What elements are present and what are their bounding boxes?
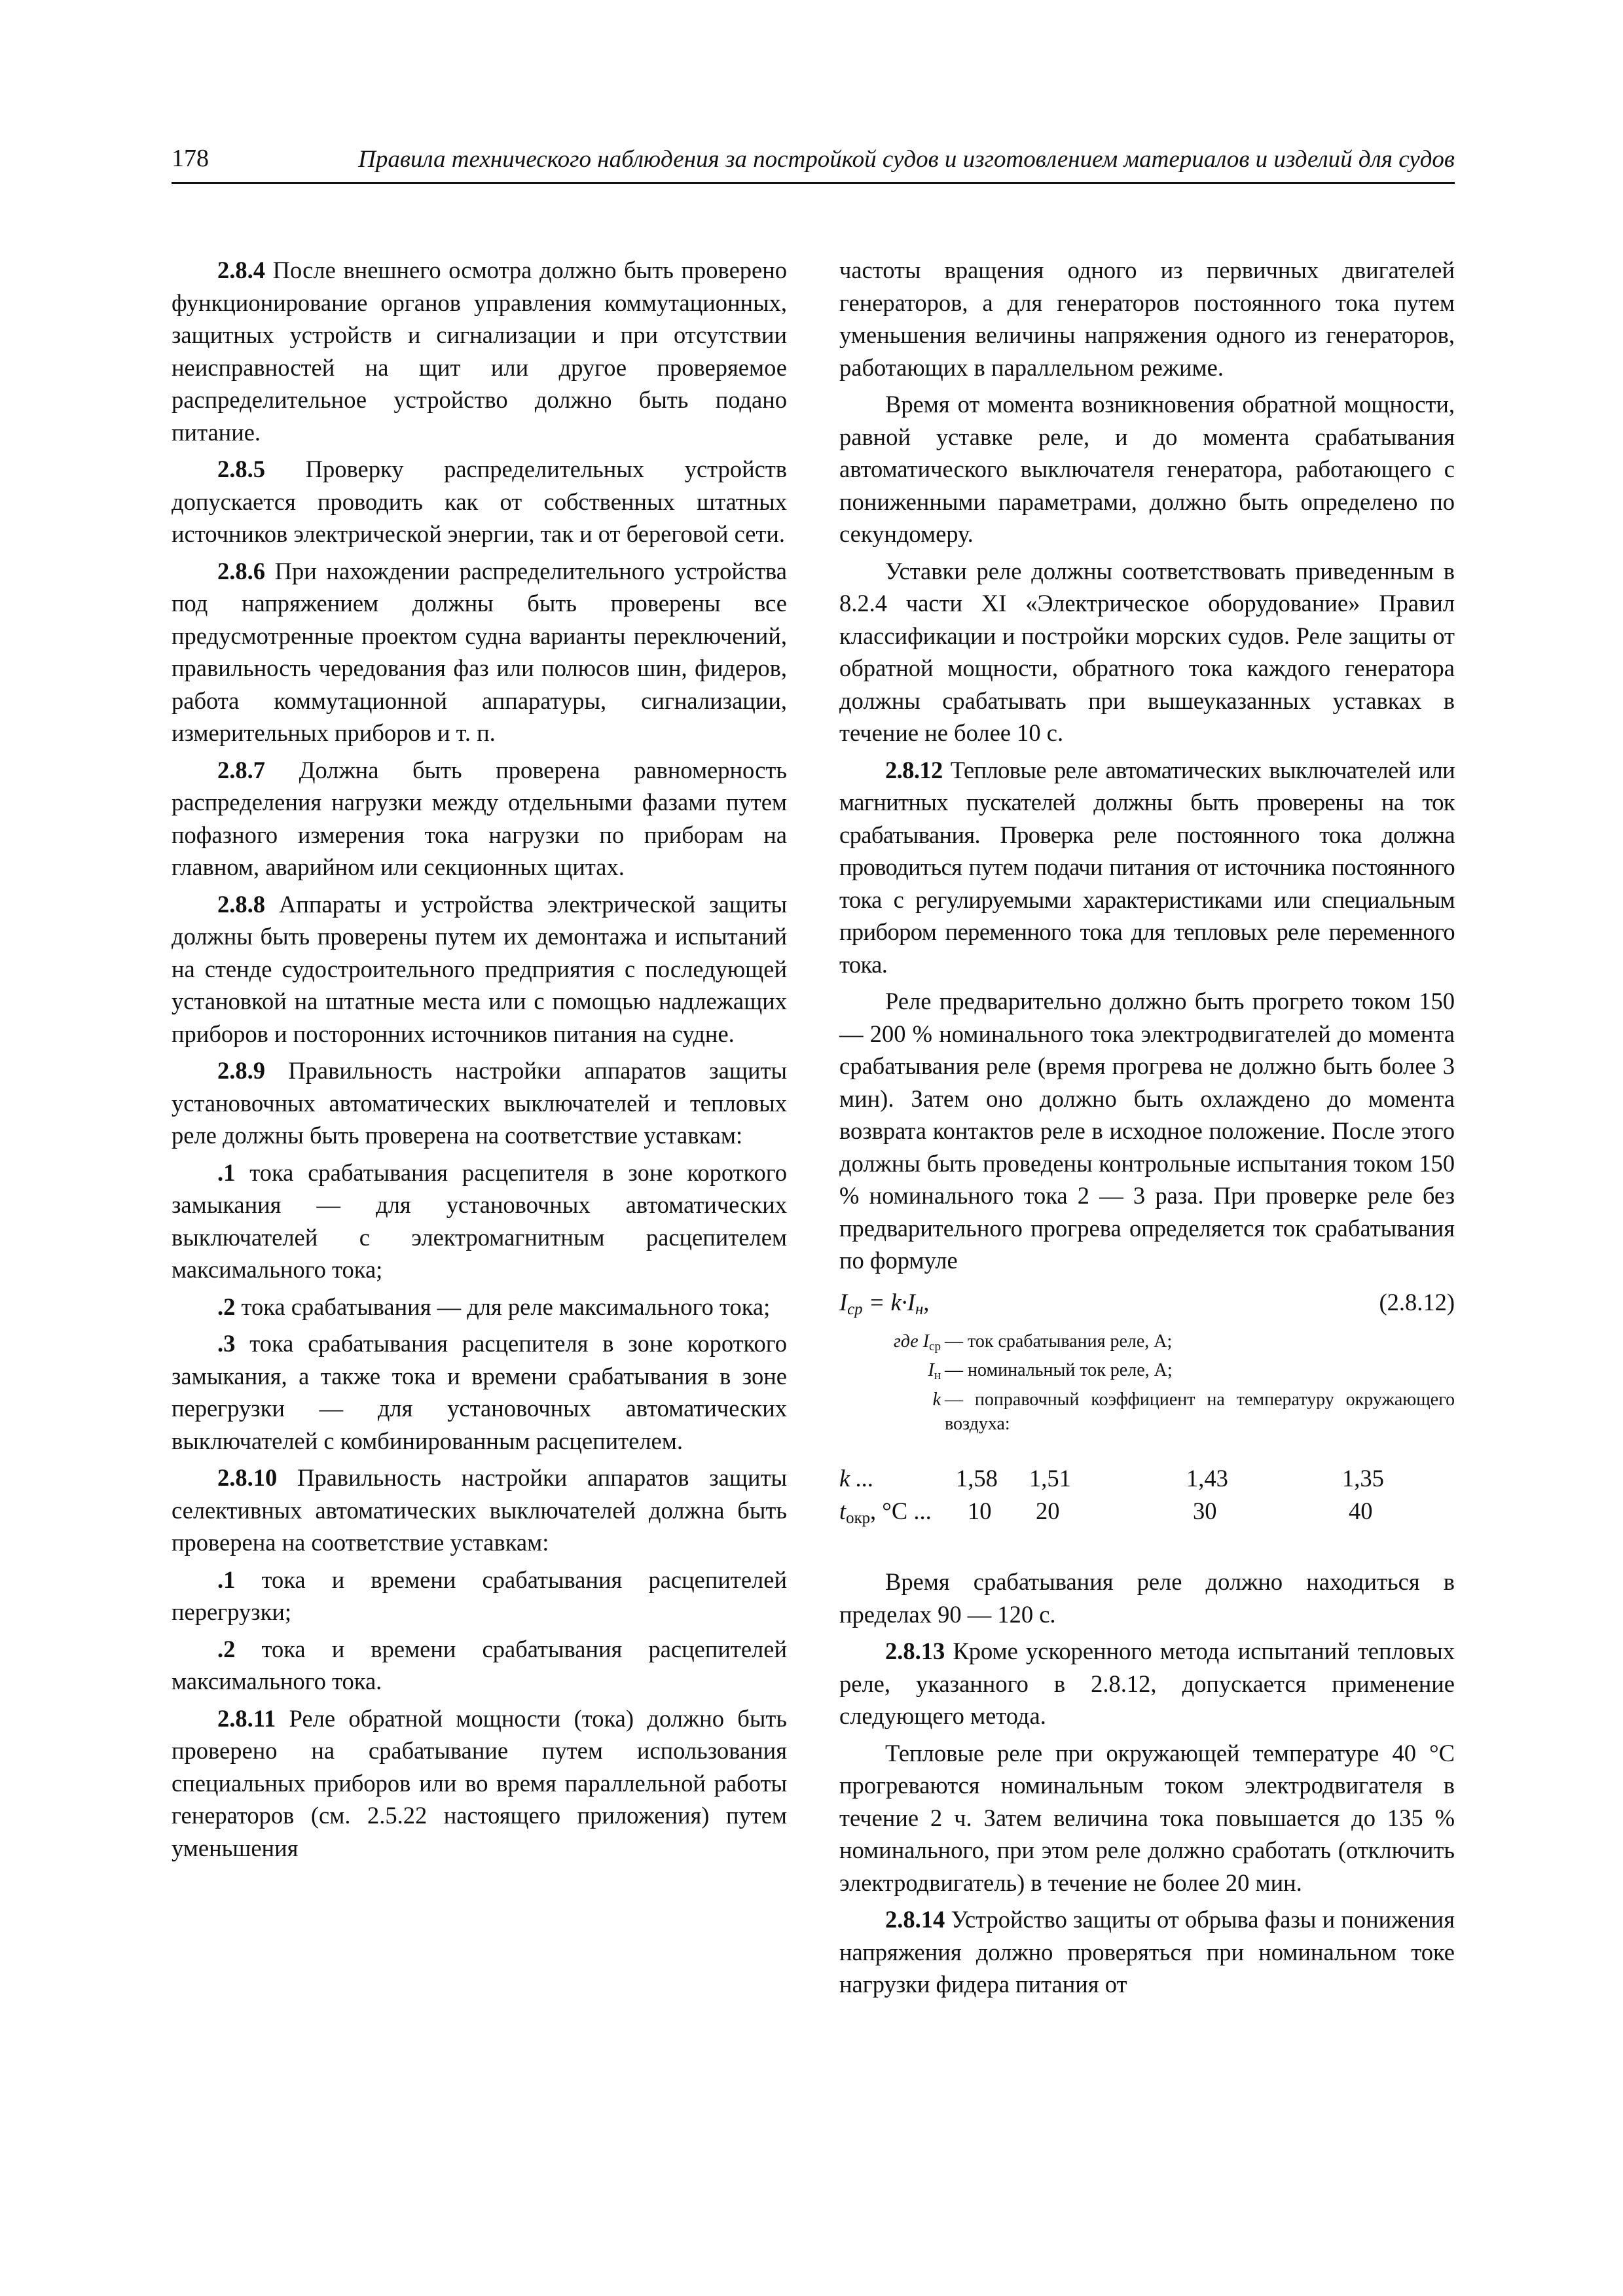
page-number: 178: [172, 145, 209, 172]
table-cell: 1,43: [1186, 1465, 1228, 1492]
item-number: .2: [217, 1293, 236, 1320]
list-item-2-8-10-2: [172, 1633, 787, 1698]
formula-expression: $I_{ср} = k\cdot I_н$,: [839, 1288, 930, 1318]
row-label: $t_{окр}$ , °C ...: [839, 1498, 932, 1528]
paragraph-text: Кроме ускоренного метода испытаний тепловых реле, указанного в 2.8.12, допускается применение следующего метода.: [839, 1638, 1455, 1729]
legend-symbol: где $I_{ср}$: [893, 1331, 941, 1354]
item-number: .1: [217, 1158, 236, 1186]
list-item-2-8-9-1: [172, 1157, 787, 1286]
paragraph-thermal-method: Тепловые реле при окружающей температуре 40 °С прогреваются номинальным током электродвигателя в течение 2 ч. Затем величина тока повышается до 135 % номинального, при этом реле должно сработать (отключить электродвигатель) в течение не более 20 мин.: [839, 1739, 1455, 1896]
paragraph-continuation: частоты вращения одного из первичных двигателей генераторов, а для генераторов постоянного тока путем уменьшения величины напряжения одного из генераторов, работающих в параллельном режиме.: [839, 257, 1455, 381]
table-cell: 20: [1036, 1498, 1060, 1524]
correction-factor-table: [839, 1462, 1455, 1535]
legend-description: — ток срабатывания реле, А;: [945, 1331, 1173, 1352]
table-cell: 10: [968, 1498, 992, 1524]
legend-row: [839, 1329, 1455, 1359]
table-cell: 40: [1349, 1498, 1373, 1524]
item-number: .1: [217, 1566, 236, 1593]
item-text: тока и времени срабатывания расцепителей максимального тока.: [172, 1635, 787, 1695]
list-item-2-8-10-1: [172, 1564, 787, 1628]
list-item-2-8-9-2: [172, 1291, 787, 1323]
paragraph-response-time: Время от момента возникновения обратной мощности, равной уставке реле, и до момента срабатывания автоматического выключателя генератора, работающего с пониженными параметрами, должно быть определено по секундомеру.: [839, 391, 1455, 547]
section-number: 2.8.5: [217, 456, 265, 482]
section-number: 2.8.10: [217, 1464, 278, 1491]
table-cell: 30: [1193, 1498, 1217, 1524]
paragraph-text: Устройство защиты от обрыва фазы и понижения напряжения должно проверяться при номинальном токе нагрузки фидера питания от: [839, 1906, 1455, 1998]
table-cell: 1,51: [1029, 1465, 1071, 1492]
legend-row: [839, 1388, 1455, 1436]
section-number: 2.8.13: [885, 1638, 945, 1664]
item-number: .2: [217, 1635, 236, 1662]
paragraph-text: Аппараты и устройства электрической защиты должны быть проверены путем их демонтажа и испытаний на стенде судостроительного предприятия с последующей установкой на штатные места или с помощью надлежащих приборов и посторонних источников питания на судне.: [172, 890, 788, 1047]
section-number: 2.8.12: [885, 756, 943, 783]
table-cell: 1,58: [956, 1465, 998, 1492]
page-header: [172, 143, 1455, 184]
paragraph-2-8-11: [172, 1702, 787, 1865]
section-number: 2.8.4: [217, 257, 265, 283]
paragraph-2-8-10: [172, 1462, 787, 1559]
paragraph-2-8-7: [172, 754, 787, 884]
paragraph-2-8-8: [172, 888, 787, 1050]
paragraph-text: Правильность настройки аппаратов защиты селективных автоматических выключателей должна быть проверена на соответствие уставкам:: [172, 1464, 787, 1556]
table-row-t: [839, 1495, 1455, 1528]
section-number: 2.8.9: [217, 1057, 265, 1084]
item-text: тока и времени срабатывания расцепителей перегрузки;: [172, 1566, 787, 1625]
paragraph-2-8-6: [172, 555, 787, 749]
paragraph-2-8-5: [172, 453, 787, 550]
legend-description: — номинальный ток реле, А;: [945, 1360, 1173, 1381]
item-text: тока срабатывания расцепителя в зоне короткого замыкания, а также тока и времени срабатывания в зоне перегрузки — для установочных автоматических выключателей с комбинированным расцепителем.: [172, 1330, 788, 1454]
item-text: тока срабатывания — для реле максимального тока;: [241, 1293, 771, 1320]
list-item-2-8-9-3: [172, 1327, 787, 1457]
formula-legend: [839, 1329, 1455, 1437]
paragraph-text: Реле обратной мощности (тока) должно быть проверено на срабатывание путем использования специальных приборов или во время параллельной работы генераторов (см. 2.5.22 настоящего приложения) путем уменьшения: [172, 1704, 788, 1861]
legend-symbol: $I_н$: [928, 1360, 941, 1382]
section-number: 2.8.8: [217, 890, 265, 918]
paragraph-2-8-13: [839, 1635, 1455, 1732]
item-text: тока срабатывания расцепителя в зоне короткого замыкания — для установочных автоматических выключателей с электромагнитным расцепителем максимального тока;: [172, 1158, 788, 1283]
paragraph-2-8-9: [172, 1054, 787, 1152]
paragraph-preheat: Реле предварительно должно быть прогрето током 150 — 200 % номинального тока электродвигателей до момента срабатывания реле (время прогрева не должно быть более 3 мин). Затем оно должно быть охлаждено до момента возврата контактов реле в исходное положение. После этого должны быть проведены контрольные испытания током 150 % номинального тока 2 — 3 раза. При проверке реле без предварительного прогрева определяется ток срабатывания по формуле: [839, 988, 1455, 1274]
paragraph-relay-settings: Уставки реле должны соответствовать приведенным в 8.2.4 части XI «Электрическое оборудование» Правил классификации и постройки морских судов. Реле защиты от обратной мощности, обратного тока каждого генератора должны срабатывать при вышеуказанных уставках в течение не более 10 с.: [839, 557, 1455, 746]
legend-symbol: k: [932, 1390, 941, 1410]
formula-number: (2.8.12): [1379, 1288, 1455, 1316]
section-number: 2.8.6: [217, 557, 265, 584]
paragraph-text: После внешнего осмотра должно быть проверено функционирование органов управления коммутационных, защитных устройств и сигнализации и при отсутствии неисправностей на щит или другое проверяемое распределительное устройство должно быть подано питание.: [172, 257, 787, 446]
right-column: [839, 254, 1455, 2005]
table-cell: 1,35: [1342, 1465, 1384, 1492]
paragraph-text: Правильность настройки аппаратов защиты установочных автоматических выключателей и тепловых реле должны быть проверена на соответствие уставкам:: [172, 1057, 787, 1149]
running-title: Правила технического наблюдения за постройкой судов и изготовлением материалов и изделий для судов: [358, 146, 1455, 173]
paragraph-2-8-14: [839, 1903, 1455, 2001]
paragraph-text: Должна быть проверена равномерность распределения нагрузки между отдельными фазами путем пофазного измерения тока нагрузки по приборам на главном, аварийном или секционных щитах.: [172, 756, 787, 880]
left-column: [172, 254, 787, 1869]
section-number: 2.8.7: [217, 756, 265, 783]
section-number: 2.8.14: [885, 1906, 945, 1933]
item-number: .3: [217, 1330, 236, 1357]
formula-2-8-12: [839, 1286, 1455, 1324]
paragraph-text: Проверку распределительных устройств допускается проводить как от собственных штатных источников электрической энергии, так и от береговой сети.: [172, 456, 788, 547]
row-label: k ...: [839, 1465, 874, 1492]
table-row-k: [839, 1462, 1455, 1495]
section-number: 2.8.11: [217, 1704, 276, 1732]
paragraph-text: Тепловые реле автоматических выключателей или магнитных пускателей должны быть проверены на ток срабатывания. Проверка реле постоянного тока должна проводиться путем подачи питания от источника постоянного тока с регулируемыми характеристиками или специальным прибором переменного тока для тепловых реле переменного тока.: [839, 756, 1455, 978]
paragraph-2-8-4: [172, 254, 787, 448]
paragraph-trip-time: Время срабатывания реле должно находиться в пределах 90 — 120 с.: [839, 1568, 1455, 1628]
paragraph-2-8-12: [839, 754, 1455, 981]
paragraph-text: При нахождении распределительного устройства под напряжением должны быть проверены все предусмотренные проектом судна варианты переключений, правильность чередования фаз или полюсов шин, фидеров, работа коммутационной аппаратуры, сигнализации, измерительных приборов и т. п.: [172, 557, 787, 746]
legend-description: — поправочный коэффициент на температуру окружающего воздуха:: [945, 1390, 1455, 1434]
legend-row: [839, 1358, 1455, 1388]
